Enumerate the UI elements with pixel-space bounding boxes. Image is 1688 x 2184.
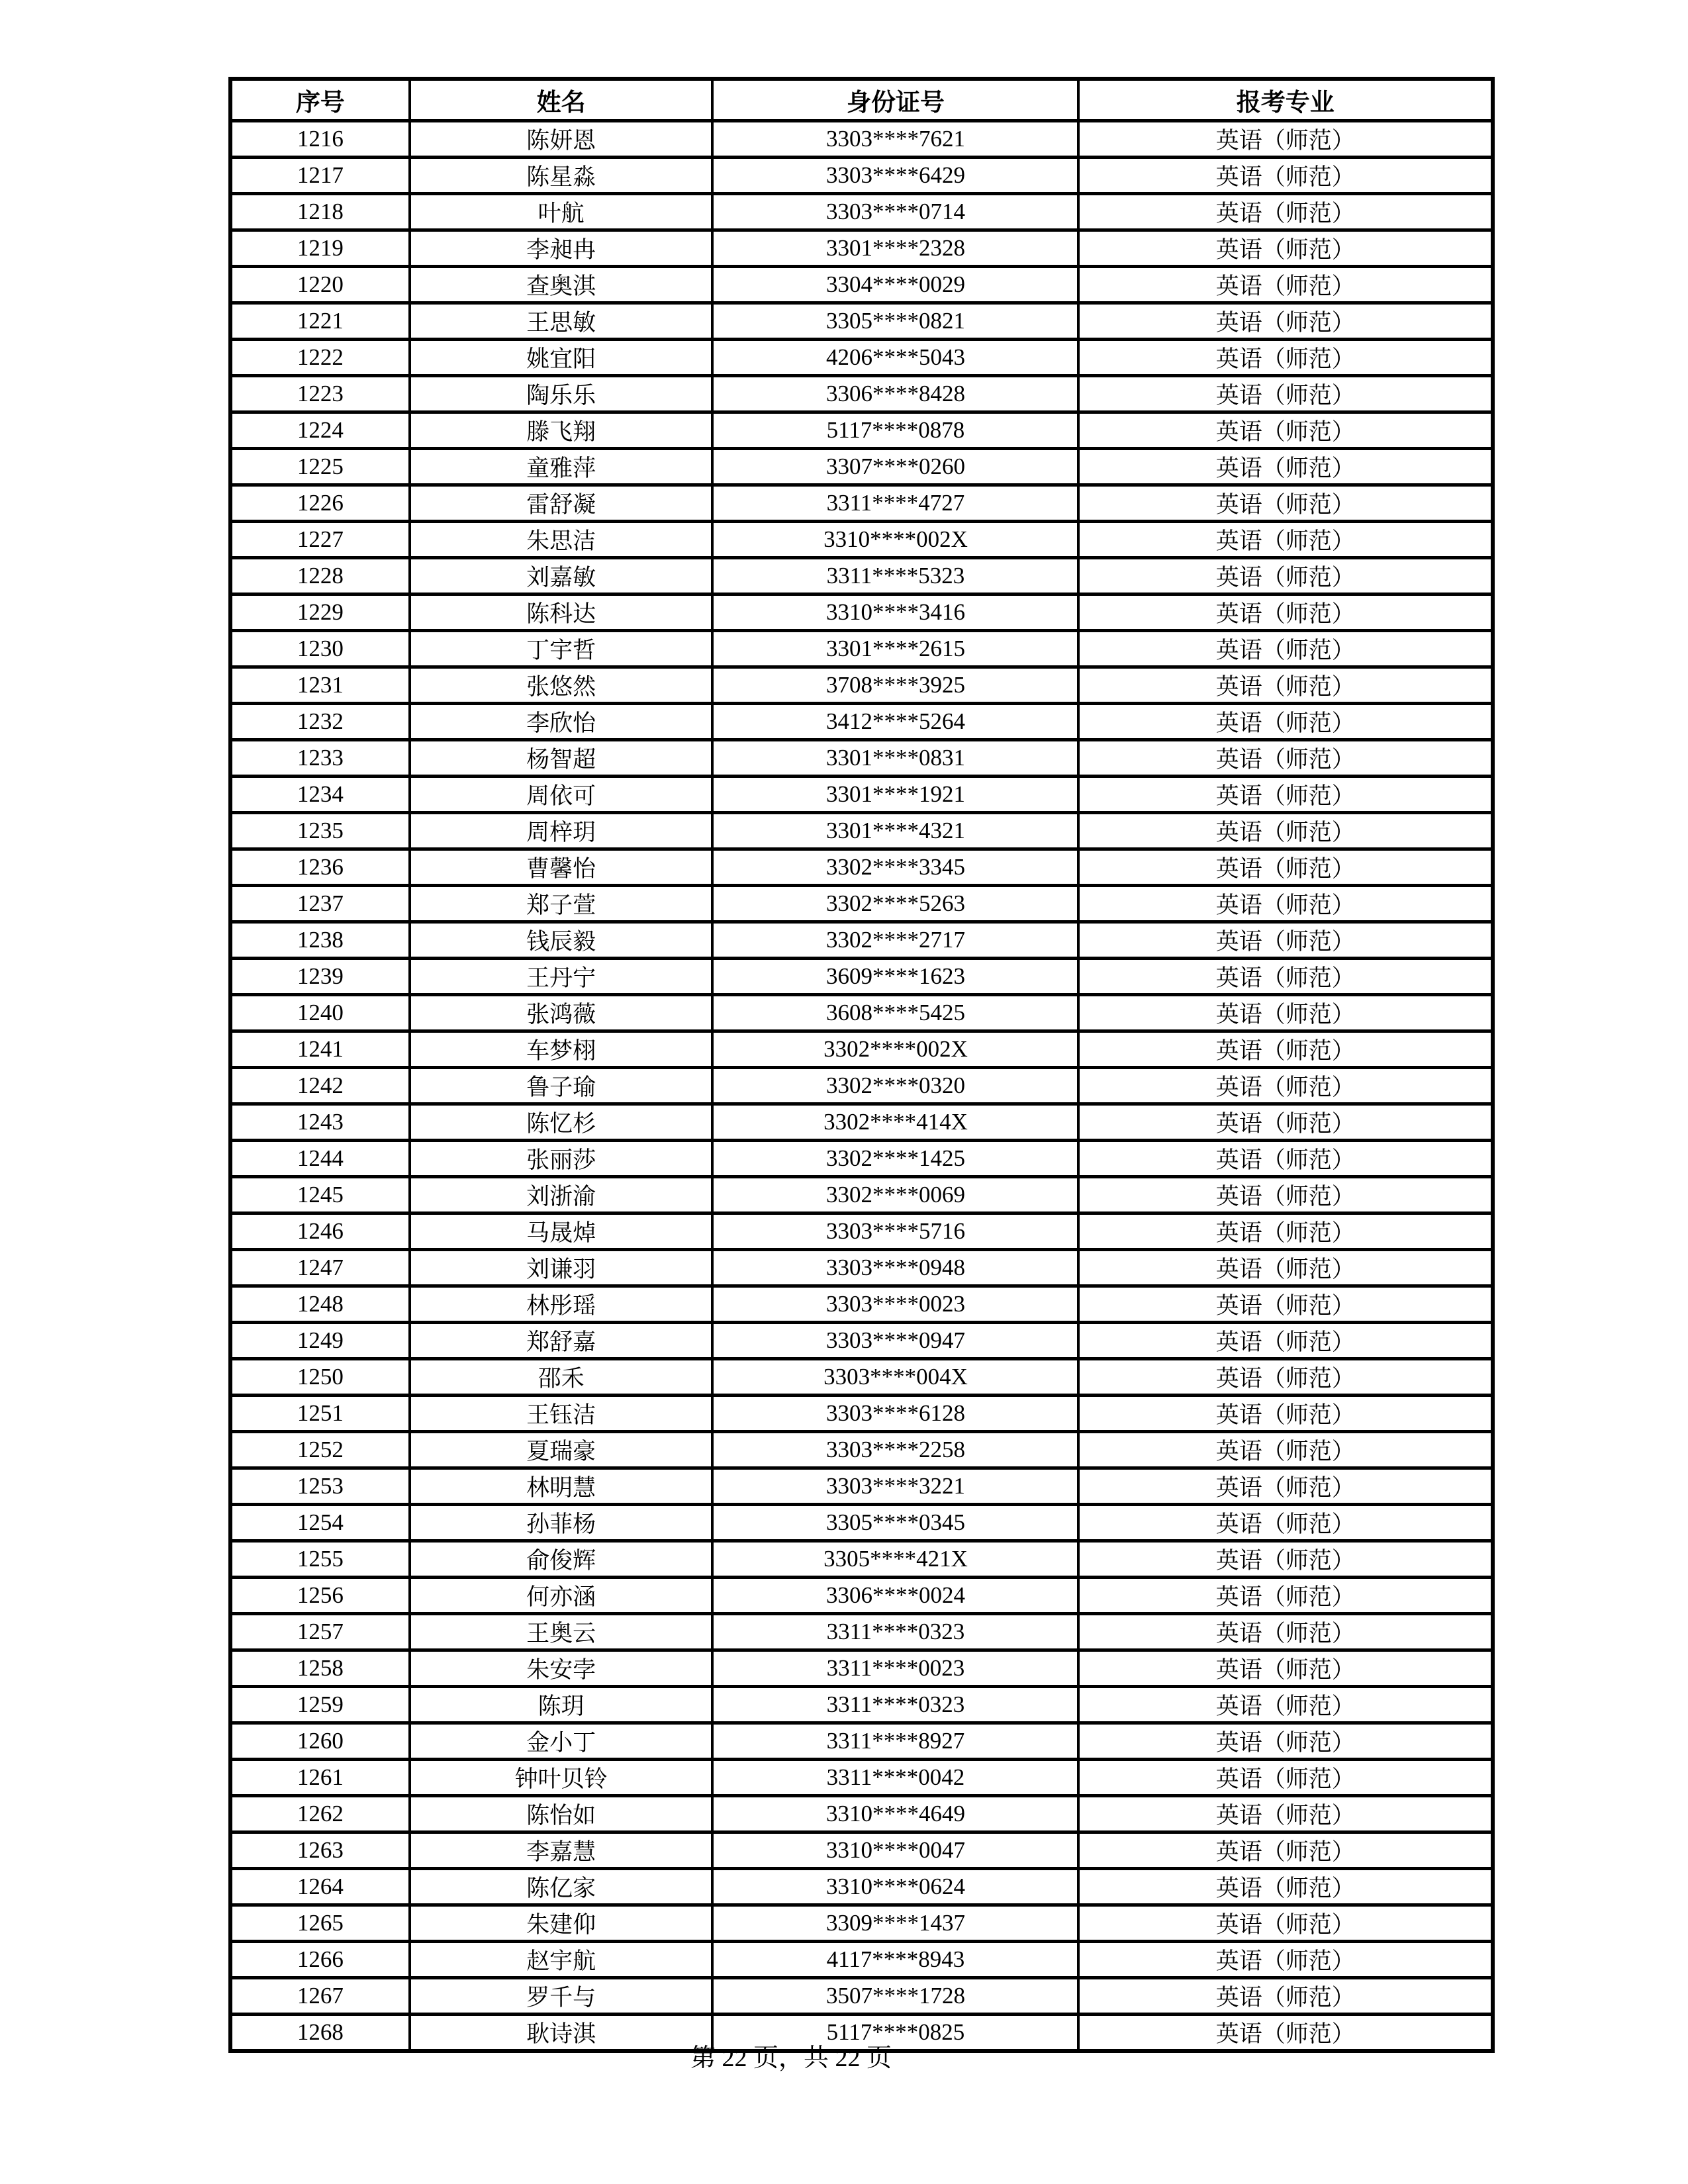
table-row bbox=[230, 1104, 1493, 1141]
cell-id-number: 3301****2615 bbox=[712, 631, 1078, 667]
cell-serial-number: 1237 bbox=[230, 886, 410, 922]
table-row bbox=[230, 485, 1493, 522]
table-row bbox=[230, 1250, 1493, 1286]
cell-id-number: 4206****5043 bbox=[712, 340, 1078, 376]
cell-name: 车梦栩 bbox=[410, 1031, 713, 1068]
cell-major: 英语（师范） bbox=[1078, 230, 1493, 267]
table-row bbox=[230, 1177, 1493, 1213]
table-row bbox=[230, 340, 1493, 376]
cell-major: 英语（师范） bbox=[1078, 558, 1493, 594]
cell-id-number: 3303****5716 bbox=[712, 1213, 1078, 1250]
cell-id-number: 3311****4727 bbox=[712, 485, 1078, 522]
cell-serial-number: 1248 bbox=[230, 1286, 410, 1323]
cell-serial-number: 1217 bbox=[230, 158, 410, 194]
cell-name: 丁宇哲 bbox=[410, 631, 713, 667]
cell-id-number: 4117****8943 bbox=[712, 1942, 1078, 1978]
table-row bbox=[230, 1796, 1493, 1832]
cell-serial-number: 1251 bbox=[230, 1396, 410, 1432]
header-row bbox=[230, 79, 1493, 121]
cell-major: 英语（师范） bbox=[1078, 849, 1493, 886]
cell-id-number: 3301****1921 bbox=[712, 777, 1078, 813]
cell-name: 何亦涵 bbox=[410, 1578, 713, 1614]
table-row bbox=[230, 1978, 1493, 2015]
cell-major: 英语（师范） bbox=[1078, 485, 1493, 522]
cell-major: 英语（师范） bbox=[1078, 1104, 1493, 1141]
table-row bbox=[230, 449, 1493, 485]
cell-id-number: 3303****0947 bbox=[712, 1323, 1078, 1359]
cell-serial-number: 1228 bbox=[230, 558, 410, 594]
cell-major: 英语（师范） bbox=[1078, 449, 1493, 485]
header-id-number: 身份证号 bbox=[712, 79, 1078, 121]
cell-id-number: 3301****0831 bbox=[712, 740, 1078, 777]
cell-major: 英语（师范） bbox=[1078, 922, 1493, 959]
cell-id-number: 3310****0624 bbox=[712, 1869, 1078, 1905]
cell-name: 叶航 bbox=[410, 194, 713, 230]
cell-major: 英语（师范） bbox=[1078, 1687, 1493, 1723]
cell-name: 陶乐乐 bbox=[410, 376, 713, 412]
table-row bbox=[230, 995, 1493, 1031]
applicant-table-container bbox=[228, 77, 1495, 2053]
cell-name: 雷舒凝 bbox=[410, 485, 713, 522]
cell-id-number: 3303****004X bbox=[712, 1359, 1078, 1396]
cell-major: 英语（师范） bbox=[1078, 1796, 1493, 1832]
page-number-footer: 第 22 页，共 22 页 bbox=[690, 2044, 892, 2072]
table-row bbox=[230, 1432, 1493, 1468]
cell-major: 英语（师范） bbox=[1078, 631, 1493, 667]
cell-serial-number: 1258 bbox=[230, 1650, 410, 1687]
cell-id-number: 3608****5425 bbox=[712, 995, 1078, 1031]
cell-id-number: 3311****0042 bbox=[712, 1760, 1078, 1796]
cell-serial-number: 1240 bbox=[230, 995, 410, 1031]
table-body bbox=[230, 121, 1493, 2052]
cell-id-number: 3309****1437 bbox=[712, 1905, 1078, 1942]
cell-name: 查奥淇 bbox=[410, 267, 713, 303]
cell-name: 罗千与 bbox=[410, 1978, 713, 2015]
cell-id-number: 3304****0029 bbox=[712, 267, 1078, 303]
cell-serial-number: 1226 bbox=[230, 485, 410, 522]
cell-name: 李欣怡 bbox=[410, 704, 713, 740]
cell-serial-number: 1223 bbox=[230, 376, 410, 412]
cell-name: 童雅萍 bbox=[410, 449, 713, 485]
table-row bbox=[230, 376, 1493, 412]
cell-major: 英语（师范） bbox=[1078, 1286, 1493, 1323]
cell-name: 朱安孛 bbox=[410, 1650, 713, 1687]
cell-name: 郑子萱 bbox=[410, 886, 713, 922]
cell-major: 英语（师范） bbox=[1078, 1250, 1493, 1286]
cell-serial-number: 1254 bbox=[230, 1505, 410, 1541]
cell-serial-number: 1247 bbox=[230, 1250, 410, 1286]
cell-serial-number: 1241 bbox=[230, 1031, 410, 1068]
cell-name: 姚宜阳 bbox=[410, 340, 713, 376]
cell-name: 钱辰毅 bbox=[410, 922, 713, 959]
cell-major: 英语（师范） bbox=[1078, 1141, 1493, 1177]
applicant-table bbox=[228, 77, 1495, 2053]
table-row bbox=[230, 230, 1493, 267]
table-row bbox=[230, 667, 1493, 704]
cell-serial-number: 1252 bbox=[230, 1432, 410, 1468]
cell-serial-number: 1259 bbox=[230, 1687, 410, 1723]
cell-name: 张悠然 bbox=[410, 667, 713, 704]
cell-id-number: 3302****0069 bbox=[712, 1177, 1078, 1213]
cell-name: 刘嘉敏 bbox=[410, 558, 713, 594]
table-row bbox=[230, 1541, 1493, 1578]
table-row bbox=[230, 631, 1493, 667]
cell-major: 英语（师范） bbox=[1078, 2015, 1493, 2052]
cell-major: 英语（师范） bbox=[1078, 1760, 1493, 1796]
table-row bbox=[230, 1832, 1493, 1869]
cell-major: 英语（师范） bbox=[1078, 1177, 1493, 1213]
table-row bbox=[230, 1286, 1493, 1323]
table-row bbox=[230, 594, 1493, 631]
table-row bbox=[230, 121, 1493, 158]
cell-id-number: 3303****0023 bbox=[712, 1286, 1078, 1323]
table-row bbox=[230, 267, 1493, 303]
table-row bbox=[230, 303, 1493, 340]
cell-serial-number: 1243 bbox=[230, 1104, 410, 1141]
cell-serial-number: 1222 bbox=[230, 340, 410, 376]
cell-name: 孙菲杨 bbox=[410, 1505, 713, 1541]
cell-major: 英语（师范） bbox=[1078, 1396, 1493, 1432]
table-row bbox=[230, 1942, 1493, 1978]
cell-major: 英语（师范） bbox=[1078, 1468, 1493, 1505]
cell-major: 英语（师范） bbox=[1078, 1213, 1493, 1250]
cell-name: 陈科达 bbox=[410, 594, 713, 631]
table-row bbox=[230, 558, 1493, 594]
cell-serial-number: 1264 bbox=[230, 1869, 410, 1905]
cell-name: 王奥云 bbox=[410, 1614, 713, 1650]
cell-major: 英语（师范） bbox=[1078, 1578, 1493, 1614]
cell-name: 林彤瑶 bbox=[410, 1286, 713, 1323]
cell-id-number: 3303****3221 bbox=[712, 1468, 1078, 1505]
cell-id-number: 3306****8428 bbox=[712, 376, 1078, 412]
cell-name: 周依可 bbox=[410, 777, 713, 813]
cell-major: 英语（师范） bbox=[1078, 1505, 1493, 1541]
cell-serial-number: 1230 bbox=[230, 631, 410, 667]
cell-name: 夏瑞豪 bbox=[410, 1432, 713, 1468]
cell-name: 陈亿家 bbox=[410, 1869, 713, 1905]
table-row bbox=[230, 1396, 1493, 1432]
cell-name: 朱思洁 bbox=[410, 522, 713, 558]
header-name: 姓名 bbox=[410, 79, 713, 121]
cell-id-number: 3507****1728 bbox=[712, 1978, 1078, 2015]
table-row bbox=[230, 740, 1493, 777]
cell-name: 郑舒嘉 bbox=[410, 1323, 713, 1359]
cell-id-number: 3310****002X bbox=[712, 522, 1078, 558]
cell-serial-number: 1266 bbox=[230, 1942, 410, 1978]
header-serial-number: 序号 bbox=[230, 79, 410, 121]
cell-serial-number: 1233 bbox=[230, 740, 410, 777]
cell-major: 英语（师范） bbox=[1078, 777, 1493, 813]
cell-name: 王钰洁 bbox=[410, 1396, 713, 1432]
table-row bbox=[230, 1505, 1493, 1541]
cell-name: 王丹宁 bbox=[410, 959, 713, 995]
cell-name: 张鸿薇 bbox=[410, 995, 713, 1031]
cell-major: 英语（师范） bbox=[1078, 886, 1493, 922]
cell-serial-number: 1231 bbox=[230, 667, 410, 704]
cell-name: 张丽莎 bbox=[410, 1141, 713, 1177]
cell-name: 滕飞翔 bbox=[410, 412, 713, 449]
cell-id-number: 3303****7621 bbox=[712, 121, 1078, 158]
cell-name: 刘浙渝 bbox=[410, 1177, 713, 1213]
cell-id-number: 3301****4321 bbox=[712, 813, 1078, 849]
cell-id-number: 3412****5264 bbox=[712, 704, 1078, 740]
table-row bbox=[230, 158, 1493, 194]
cell-name: 林明慧 bbox=[410, 1468, 713, 1505]
cell-major: 英语（师范） bbox=[1078, 1323, 1493, 1359]
table-row bbox=[230, 1578, 1493, 1614]
cell-serial-number: 1267 bbox=[230, 1978, 410, 2015]
cell-serial-number: 1235 bbox=[230, 813, 410, 849]
cell-major: 英语（师范） bbox=[1078, 412, 1493, 449]
table-row bbox=[230, 886, 1493, 922]
cell-major: 英语（师范） bbox=[1078, 1978, 1493, 2015]
cell-id-number: 3302****0320 bbox=[712, 1068, 1078, 1104]
cell-id-number: 3303****6429 bbox=[712, 158, 1078, 194]
cell-id-number: 5117****0878 bbox=[712, 412, 1078, 449]
cell-name: 曹馨怡 bbox=[410, 849, 713, 886]
table-row bbox=[230, 1359, 1493, 1396]
cell-serial-number: 1238 bbox=[230, 922, 410, 959]
table-row bbox=[230, 813, 1493, 849]
cell-serial-number: 1265 bbox=[230, 1905, 410, 1942]
cell-serial-number: 1234 bbox=[230, 777, 410, 813]
cell-id-number: 3305****421X bbox=[712, 1541, 1078, 1578]
cell-id-number: 3302****414X bbox=[712, 1104, 1078, 1141]
cell-name: 李昶冉 bbox=[410, 230, 713, 267]
cell-serial-number: 1239 bbox=[230, 959, 410, 995]
cell-id-number: 3310****4649 bbox=[712, 1796, 1078, 1832]
cell-serial-number: 1232 bbox=[230, 704, 410, 740]
cell-serial-number: 1229 bbox=[230, 594, 410, 631]
cell-major: 英语（师范） bbox=[1078, 194, 1493, 230]
cell-serial-number: 1216 bbox=[230, 121, 410, 158]
cell-name: 王思敏 bbox=[410, 303, 713, 340]
cell-id-number: 3306****0024 bbox=[712, 1578, 1078, 1614]
cell-id-number: 3302****3345 bbox=[712, 849, 1078, 886]
cell-id-number: 3301****2328 bbox=[712, 230, 1078, 267]
cell-major: 英语（师范） bbox=[1078, 813, 1493, 849]
cell-id-number: 3302****002X bbox=[712, 1031, 1078, 1068]
cell-serial-number: 1262 bbox=[230, 1796, 410, 1832]
cell-name: 赵宇航 bbox=[410, 1942, 713, 1978]
cell-id-number: 3311****0323 bbox=[712, 1614, 1078, 1650]
table-row bbox=[230, 959, 1493, 995]
cell-major: 英语（师范） bbox=[1078, 995, 1493, 1031]
cell-id-number: 3708****3925 bbox=[712, 667, 1078, 704]
cell-name: 耿诗淇 bbox=[410, 2015, 713, 2052]
cell-serial-number: 1257 bbox=[230, 1614, 410, 1650]
cell-serial-number: 1263 bbox=[230, 1832, 410, 1869]
cell-id-number: 5117****0825 bbox=[712, 2015, 1078, 2052]
cell-name: 鲁子瑜 bbox=[410, 1068, 713, 1104]
cell-id-number: 3311****0323 bbox=[712, 1687, 1078, 1723]
cell-id-number: 3310****3416 bbox=[712, 594, 1078, 631]
cell-serial-number: 1260 bbox=[230, 1723, 410, 1760]
cell-major: 英语（师范） bbox=[1078, 522, 1493, 558]
table-row bbox=[230, 1869, 1493, 1905]
cell-major: 英语（师范） bbox=[1078, 1723, 1493, 1760]
table-row bbox=[230, 522, 1493, 558]
cell-id-number: 3311****0023 bbox=[712, 1650, 1078, 1687]
cell-major: 英语（师范） bbox=[1078, 267, 1493, 303]
cell-name: 李嘉慧 bbox=[410, 1832, 713, 1869]
cell-id-number: 3303****0714 bbox=[712, 194, 1078, 230]
table-row bbox=[230, 1687, 1493, 1723]
cell-name: 杨智超 bbox=[410, 740, 713, 777]
cell-id-number: 3305****0821 bbox=[712, 303, 1078, 340]
cell-serial-number: 1225 bbox=[230, 449, 410, 485]
table-row bbox=[230, 1614, 1493, 1650]
cell-name: 陈妍恩 bbox=[410, 121, 713, 158]
cell-major: 英语（师范） bbox=[1078, 1869, 1493, 1905]
cell-serial-number: 1246 bbox=[230, 1213, 410, 1250]
cell-major: 英语（师范） bbox=[1078, 303, 1493, 340]
cell-major: 英语（师范） bbox=[1078, 1432, 1493, 1468]
cell-name: 朱建仰 bbox=[410, 1905, 713, 1942]
cell-major: 英语（师范） bbox=[1078, 1031, 1493, 1068]
cell-name: 周梓玥 bbox=[410, 813, 713, 849]
table-row bbox=[230, 1323, 1493, 1359]
table-row bbox=[230, 1760, 1493, 1796]
cell-id-number: 3311****5323 bbox=[712, 558, 1078, 594]
cell-major: 英语（师范） bbox=[1078, 1650, 1493, 1687]
cell-name: 刘谦羽 bbox=[410, 1250, 713, 1286]
cell-serial-number: 1250 bbox=[230, 1359, 410, 1396]
table-row bbox=[230, 194, 1493, 230]
cell-major: 英语（师范） bbox=[1078, 1614, 1493, 1650]
table-row bbox=[230, 1468, 1493, 1505]
cell-major: 英语（师范） bbox=[1078, 667, 1493, 704]
table-row bbox=[230, 777, 1493, 813]
cell-major: 英语（师范） bbox=[1078, 1942, 1493, 1978]
cell-serial-number: 1268 bbox=[230, 2015, 410, 2052]
cell-major: 英语（师范） bbox=[1078, 1068, 1493, 1104]
table-row bbox=[230, 1905, 1493, 1942]
table-row bbox=[230, 1031, 1493, 1068]
cell-serial-number: 1249 bbox=[230, 1323, 410, 1359]
cell-major: 英语（师范） bbox=[1078, 158, 1493, 194]
cell-id-number: 3303****2258 bbox=[712, 1432, 1078, 1468]
cell-major: 英语（师范） bbox=[1078, 959, 1493, 995]
table-row bbox=[230, 704, 1493, 740]
cell-name: 钟叶贝铃 bbox=[410, 1760, 713, 1796]
cell-major: 英语（师范） bbox=[1078, 740, 1493, 777]
cell-serial-number: 1218 bbox=[230, 194, 410, 230]
cell-serial-number: 1221 bbox=[230, 303, 410, 340]
cell-major: 英语（师范） bbox=[1078, 1905, 1493, 1942]
cell-serial-number: 1220 bbox=[230, 267, 410, 303]
cell-id-number: 3302****5263 bbox=[712, 886, 1078, 922]
cell-id-number: 3307****0260 bbox=[712, 449, 1078, 485]
header-major: 报考专业 bbox=[1078, 79, 1493, 121]
cell-serial-number: 1242 bbox=[230, 1068, 410, 1104]
table-row bbox=[230, 849, 1493, 886]
cell-major: 英语（师范） bbox=[1078, 1359, 1493, 1396]
cell-id-number: 3303****0948 bbox=[712, 1250, 1078, 1286]
table-row bbox=[230, 412, 1493, 449]
cell-serial-number: 1224 bbox=[230, 412, 410, 449]
table-row bbox=[230, 1141, 1493, 1177]
cell-serial-number: 1219 bbox=[230, 230, 410, 267]
table-row bbox=[230, 922, 1493, 959]
cell-major: 英语（师范） bbox=[1078, 594, 1493, 631]
cell-major: 英语（师范） bbox=[1078, 1541, 1493, 1578]
cell-serial-number: 1261 bbox=[230, 1760, 410, 1796]
cell-major: 英语（师范） bbox=[1078, 340, 1493, 376]
cell-name: 陈怡如 bbox=[410, 1796, 713, 1832]
cell-name: 陈忆杉 bbox=[410, 1104, 713, 1141]
cell-id-number: 3303****6128 bbox=[712, 1396, 1078, 1432]
cell-id-number: 3302****2717 bbox=[712, 922, 1078, 959]
cell-id-number: 3609****1623 bbox=[712, 959, 1078, 995]
cell-serial-number: 1245 bbox=[230, 1177, 410, 1213]
cell-name: 俞俊辉 bbox=[410, 1541, 713, 1578]
table-row bbox=[230, 1650, 1493, 1687]
cell-name: 金小丁 bbox=[410, 1723, 713, 1760]
cell-id-number: 3310****0047 bbox=[712, 1832, 1078, 1869]
cell-name: 陈玥 bbox=[410, 1687, 713, 1723]
cell-name: 陈星淼 bbox=[410, 158, 713, 194]
cell-serial-number: 1236 bbox=[230, 849, 410, 886]
table-row bbox=[230, 1723, 1493, 1760]
cell-serial-number: 1244 bbox=[230, 1141, 410, 1177]
cell-serial-number: 1227 bbox=[230, 522, 410, 558]
cell-name: 马晟焯 bbox=[410, 1213, 713, 1250]
cell-serial-number: 1255 bbox=[230, 1541, 410, 1578]
cell-id-number: 3302****1425 bbox=[712, 1141, 1078, 1177]
cell-major: 英语（师范） bbox=[1078, 704, 1493, 740]
cell-major: 英语（师范） bbox=[1078, 376, 1493, 412]
cell-id-number: 3305****0345 bbox=[712, 1505, 1078, 1541]
cell-name: 邵禾 bbox=[410, 1359, 713, 1396]
cell-major: 英语（师范） bbox=[1078, 121, 1493, 158]
cell-major: 英语（师范） bbox=[1078, 1832, 1493, 1869]
table-row bbox=[230, 1213, 1493, 1250]
cell-serial-number: 1253 bbox=[230, 1468, 410, 1505]
cell-serial-number: 1256 bbox=[230, 1578, 410, 1614]
table-row bbox=[230, 1068, 1493, 1104]
cell-id-number: 3311****8927 bbox=[712, 1723, 1078, 1760]
